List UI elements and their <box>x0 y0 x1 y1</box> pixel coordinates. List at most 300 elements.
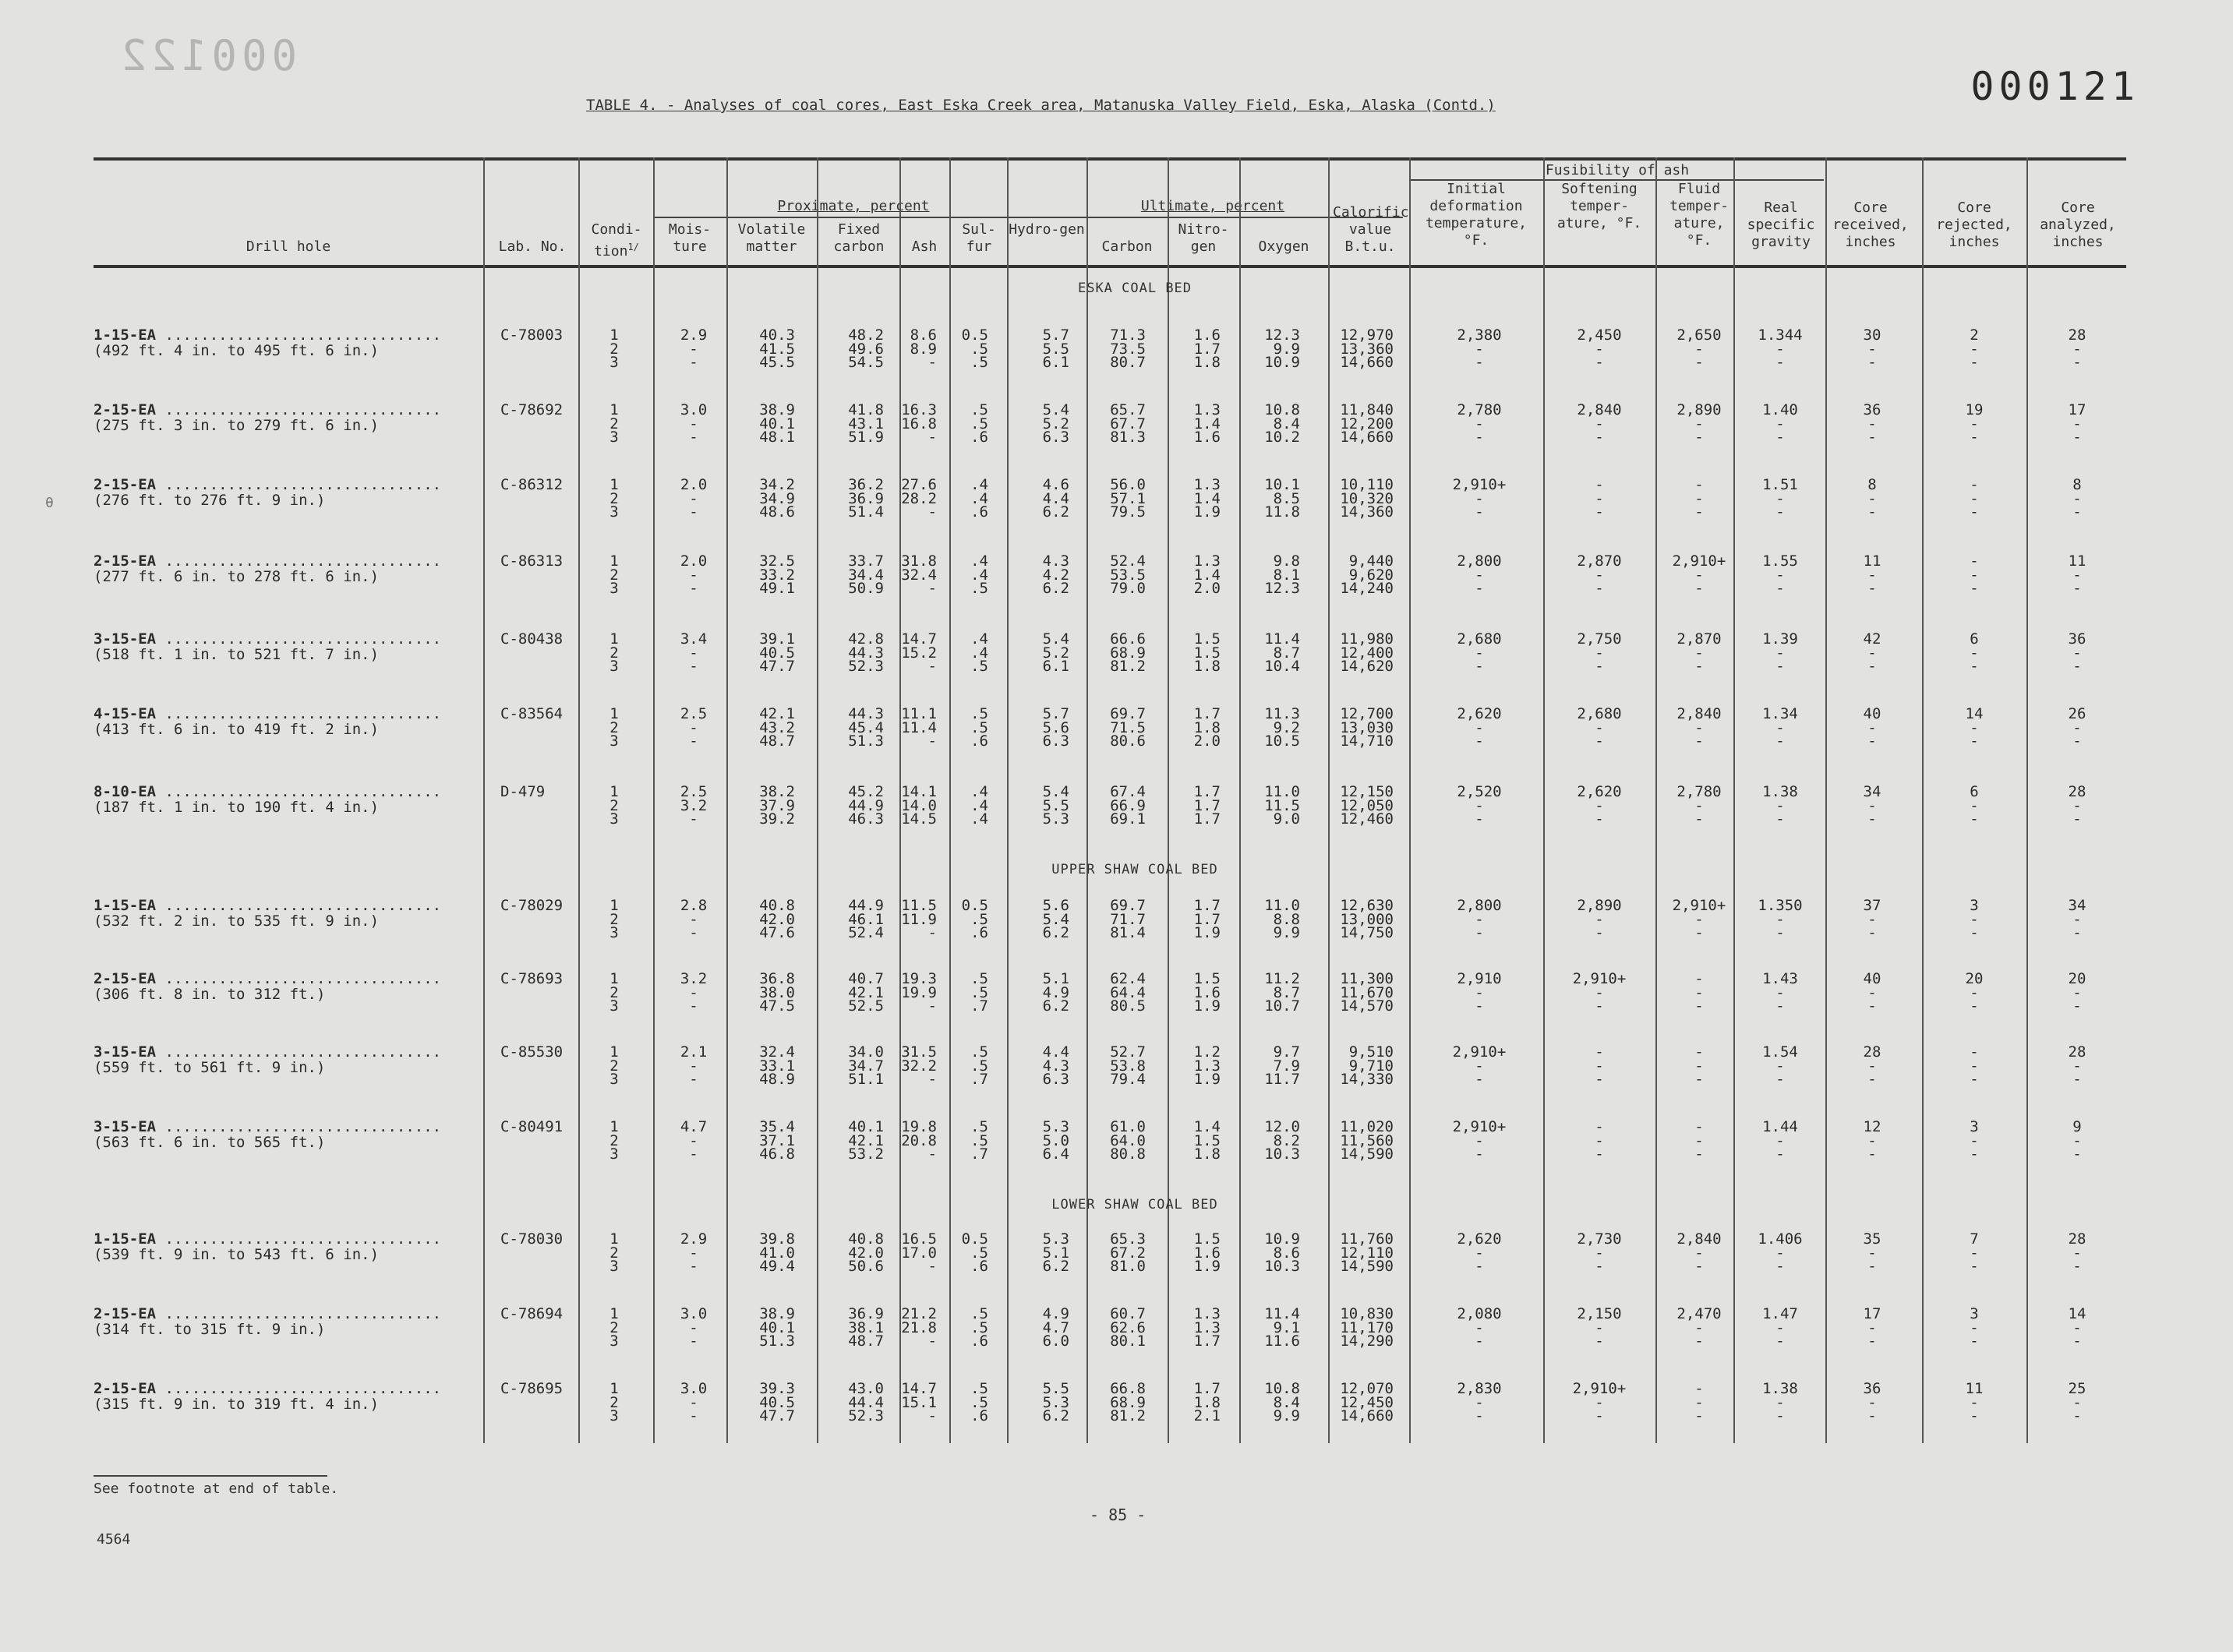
table-cell: - <box>2072 910 2082 928</box>
lab-number: C-78692 <box>500 401 564 418</box>
table-cell: 34.0 <box>848 1043 884 1061</box>
table-cell: 2 <box>609 910 619 928</box>
table-cell: - <box>2072 1057 2082 1075</box>
table-cell: - <box>689 810 698 828</box>
table-cell: - <box>1775 1071 1785 1088</box>
table-cell: - <box>1694 810 1704 828</box>
table-cell: 12,700 <box>1340 705 1394 722</box>
table-cell: 6.1 <box>1042 658 1069 675</box>
table-cell: 1.3 <box>1193 1305 1221 1322</box>
table-cell: - <box>1775 1393 1785 1411</box>
table-cell: - <box>1970 924 1979 941</box>
leader-dots: ............................... <box>156 552 442 570</box>
table-cell: 2.1 <box>1193 1407 1221 1424</box>
table-cell: 9.1 <box>1273 1318 1300 1336</box>
table-cell: 2 <box>609 1131 619 1149</box>
table-cell: - <box>1475 997 1484 1015</box>
table-cell: - <box>1694 997 1704 1015</box>
table-cell: 2,840 <box>1677 705 1722 722</box>
table-cell: - <box>1694 1118 1704 1135</box>
table-cell: 1.7 <box>1193 910 1221 928</box>
table-cell: - <box>1595 1244 1604 1262</box>
table-cell: 14,660 <box>1340 1407 1394 1424</box>
table-cell: 17 <box>2068 401 2086 418</box>
table-cell: 4.4 <box>1042 1043 1069 1061</box>
table-cell: 15.1 <box>901 1393 937 1411</box>
table-cell: 3 <box>609 429 619 446</box>
header-hydrogen: Hydro-gen <box>1009 221 1085 238</box>
table-cell: 17.0 <box>901 1244 937 1262</box>
table-cell: 4.3 <box>1042 1057 1069 1075</box>
table-cell: 28 <box>2068 1230 2086 1248</box>
table-cell: 2,830 <box>1457 1380 1502 1397</box>
table-cell: 60.7 <box>1110 1305 1146 1322</box>
table-cell: 5.2 <box>1042 644 1069 662</box>
table-cell: - <box>1970 580 1979 597</box>
table-cell: 1.3 <box>1193 401 1221 418</box>
table-cell: 1.8 <box>1193 718 1221 736</box>
drill-hole-id: 2-15-EA <box>94 476 157 493</box>
table-cell: - <box>1694 1131 1704 1149</box>
table-cell: 41.8 <box>848 401 884 418</box>
table-cell: - <box>1775 489 1785 507</box>
table-cell: 4.4 <box>1042 489 1069 507</box>
table-cell: 7.9 <box>1273 1057 1300 1075</box>
table-cell: 2,800 <box>1457 897 1502 914</box>
header-nitrogen: Nitro-gen <box>1178 221 1229 255</box>
table-cell: 54.5 <box>848 354 884 371</box>
header-oxygen: Oxygen <box>1258 238 1309 255</box>
lab-number: C-78003 <box>500 327 564 344</box>
table-cell: 3 <box>609 732 619 750</box>
table-cell: .4 <box>970 489 988 507</box>
table-cell: - <box>2072 1131 2082 1149</box>
table-cell: - <box>1595 983 1604 1001</box>
table-cell: - <box>1595 429 1604 446</box>
leader-dots: ............................... <box>156 897 442 914</box>
table-cell: 5.5 <box>1042 1380 1069 1397</box>
table-cell: 1.44 <box>1762 1118 1798 1135</box>
table-cell: 5.3 <box>1042 1393 1069 1411</box>
table-cell: .4 <box>970 476 988 493</box>
table-cell: - <box>1595 503 1604 521</box>
table-cell: 79.4 <box>1110 1071 1146 1088</box>
drill-hole-id: 1-15-EA <box>94 897 157 914</box>
table-cell: 11,300 <box>1340 970 1394 987</box>
table-cell: 44.4 <box>848 1393 884 1411</box>
table-cell: 5.4 <box>1042 630 1069 648</box>
table-cell: .5 <box>970 354 988 371</box>
table-cell: 6.2 <box>1042 997 1069 1015</box>
table-cell: - <box>927 732 937 750</box>
leader-dots: ............................... <box>156 1230 442 1248</box>
table-cell: 8.4 <box>1273 415 1300 432</box>
mirrored-page-number: 000122 <box>117 31 298 80</box>
drill-hole-depth: (277 ft. 6 in. to 278 ft. 6 in.) <box>94 567 380 585</box>
table-cell: 57.1 <box>1110 489 1146 507</box>
table-cell: 32.5 <box>759 552 795 570</box>
table-cell: - <box>1694 1057 1704 1075</box>
table-cell: 39.8 <box>759 1230 795 1248</box>
table-cell: 2,870 <box>1577 552 1622 570</box>
table-cell: - <box>689 1258 698 1275</box>
table-cell: 81.0 <box>1110 1258 1146 1275</box>
header-sulfur: Sul-fur <box>962 221 996 255</box>
table-cell: - <box>1970 658 1979 675</box>
table-cell: - <box>689 910 698 928</box>
lab-number: C-78029 <box>500 897 564 914</box>
table-cell: 3 <box>1970 1118 1979 1135</box>
table-cell: 9.9 <box>1273 924 1300 941</box>
table-cell: 20.8 <box>901 1131 937 1149</box>
table-cell: 51.4 <box>848 503 884 521</box>
table-cell: 14,660 <box>1340 354 1394 371</box>
table-cell: 14.7 <box>901 630 937 648</box>
table-cell: 46.3 <box>848 810 884 828</box>
table-cell: 6.2 <box>1042 1407 1069 1424</box>
table-cell: - <box>927 1145 937 1163</box>
table-top-rule <box>94 157 2126 161</box>
drill-hole-id: 2-15-EA <box>94 552 157 570</box>
table-cell: - <box>1694 924 1704 941</box>
table-cell: .5 <box>970 1118 988 1135</box>
table-cell: - <box>1970 1318 1979 1336</box>
table-cell: - <box>689 983 698 1001</box>
table-cell: 52.5 <box>848 997 884 1015</box>
table-cell: - <box>2072 489 2082 507</box>
table-cell: 53.8 <box>1110 1057 1146 1075</box>
drill-hole-depth: (315 ft. 9 in. to 319 ft. 4 in.) <box>94 1395 380 1413</box>
table-cell: - <box>1775 983 1785 1001</box>
table-cell: 2.0 <box>680 476 708 493</box>
table-cell: 9,710 <box>1348 1057 1394 1075</box>
table-cell: 1.9 <box>1193 1071 1221 1088</box>
table-cell: - <box>2072 658 2082 675</box>
table-cell: 40.5 <box>759 644 795 662</box>
lab-number: D-479 <box>500 783 546 800</box>
table-cell: - <box>1867 924 1877 941</box>
table-cell: .5 <box>970 1057 988 1075</box>
table-cell: 4.7 <box>1042 1318 1069 1336</box>
table-cell: - <box>1970 997 1979 1015</box>
table-cell: - <box>2072 429 2082 446</box>
table-cell: 40.5 <box>759 1393 795 1411</box>
table-cell: - <box>1595 476 1604 493</box>
table-cell: - <box>689 1057 698 1075</box>
table-cell: 11 <box>1863 552 1881 570</box>
table-cell: 14,590 <box>1340 1145 1394 1163</box>
table-cell: - <box>2072 1393 2082 1411</box>
table-cell: 48.6 <box>759 503 795 521</box>
table-cell: 1.7 <box>1193 705 1221 722</box>
table-cell: 10.8 <box>1264 401 1300 418</box>
table-cell: 52.4 <box>1110 552 1146 570</box>
table-cell: 45.5 <box>759 354 795 371</box>
table-cell: 1.5 <box>1193 644 1221 662</box>
table-cell: - <box>1475 1145 1484 1163</box>
table-cell: 40 <box>1863 705 1881 722</box>
table-cell: - <box>2072 1407 2082 1424</box>
table-cell: 5.7 <box>1042 327 1069 344</box>
table-cell: .5 <box>970 1131 988 1149</box>
table-cell: - <box>927 429 937 446</box>
table-cell: 34 <box>1863 783 1881 800</box>
table-cell: 3 <box>609 997 619 1015</box>
table-cell: 1.8 <box>1193 1393 1221 1411</box>
table-cell: 37.9 <box>759 796 795 814</box>
table-cell: 41.5 <box>759 340 795 358</box>
table-cell: 14,330 <box>1340 1071 1394 1088</box>
table-cell: - <box>1970 476 1979 493</box>
table-cell: 49.6 <box>848 340 884 358</box>
table-cell: - <box>1867 1407 1877 1424</box>
header-calorific: Calorific value B.t.u. <box>1333 204 1409 255</box>
table-cell: 3 <box>609 580 619 597</box>
table-cell: 2,910 <box>1457 970 1502 987</box>
drill-hole-depth: (559 ft. to 561 ft. 9 in.) <box>94 1058 326 1076</box>
header-initial-deformation: Initial deformation temperature, °F. <box>1425 181 1528 249</box>
table-cell: - <box>1475 566 1484 584</box>
table-cell: 69.1 <box>1110 810 1146 828</box>
table-cell: - <box>1775 924 1785 941</box>
header-proximate: Proximate, percent <box>777 198 930 214</box>
table-cell: - <box>1475 503 1484 521</box>
table-cell: .6 <box>970 1333 988 1350</box>
header-ash: Ash <box>911 238 938 255</box>
table-cell: 14,290 <box>1340 1333 1394 1350</box>
table-cell: 11 <box>1965 1380 1984 1397</box>
table-cell: - <box>1694 1145 1704 1163</box>
drill-hole-id: 8-10-EA <box>94 783 157 800</box>
table-cell: 28 <box>1863 1043 1881 1061</box>
table-cell: - <box>689 415 698 432</box>
table-cell: - <box>1970 1393 1979 1411</box>
drill-hole-id: 4-15-EA <box>94 705 157 722</box>
table-cell: 48.1 <box>759 429 795 446</box>
table-cell: - <box>927 997 937 1015</box>
table-cell: 3 <box>1970 1305 1979 1322</box>
table-cell: 26 <box>2068 705 2086 722</box>
table-cell: .5 <box>970 1244 988 1262</box>
table-cell: 34.2 <box>759 476 795 493</box>
table-cell: - <box>2072 1318 2082 1336</box>
table-cell: 2,750 <box>1577 630 1622 648</box>
table-cell: - <box>2072 718 2082 736</box>
table-cell: 69.7 <box>1110 705 1146 722</box>
table-cell: - <box>1595 997 1604 1015</box>
table-cell: .6 <box>970 732 988 750</box>
section-label: ESKA COAL BED <box>1077 281 1192 296</box>
table-cell: 14,240 <box>1340 580 1394 597</box>
table-cell: - <box>689 429 698 446</box>
table-cell: 1 <box>609 630 619 648</box>
header-core-received: Core received, inches <box>1832 199 1909 250</box>
table-cell: - <box>1970 1071 1979 1088</box>
table-cell: 2.9 <box>680 327 708 344</box>
table-cell: 1 <box>609 552 619 570</box>
table-cell: 1.2 <box>1193 1043 1221 1061</box>
table-cell: 42.1 <box>848 1131 884 1149</box>
table-cell: 51.3 <box>759 1333 795 1350</box>
table-cell: 1.5 <box>1193 1131 1221 1149</box>
table-cell: 10.3 <box>1264 1258 1300 1275</box>
leader-dots: ............................... <box>156 1380 442 1397</box>
table-cell: - <box>689 1244 698 1262</box>
table-cell: - <box>927 354 937 371</box>
table-cell: - <box>689 340 698 358</box>
table-cell: 31.5 <box>901 1043 937 1061</box>
table-cell: 6.2 <box>1042 924 1069 941</box>
table-cell: 1.4 <box>1193 489 1221 507</box>
table-cell: 10.2 <box>1264 429 1300 446</box>
table-cell: 10,320 <box>1340 489 1394 507</box>
table-cell: 36.9 <box>848 1305 884 1322</box>
header-drill-hole: Drill hole <box>246 238 331 255</box>
table-cell: 1.4 <box>1193 415 1221 432</box>
lab-number: C-78695 <box>500 1380 564 1397</box>
table-cell: 36.2 <box>848 476 884 493</box>
table-cell: 36 <box>2068 630 2086 648</box>
table-cell: .4 <box>970 644 988 662</box>
table-cell: 1.6 <box>1193 429 1221 446</box>
table-cell: 5.4 <box>1042 783 1069 800</box>
table-cell: 6.2 <box>1042 503 1069 521</box>
table-cell: - <box>2072 1258 2082 1275</box>
table-cell: 16.3 <box>901 401 937 418</box>
table-cell: 8.4 <box>1273 1393 1300 1411</box>
table-cell: - <box>2072 796 2082 814</box>
table-cell: 40.1 <box>759 415 795 432</box>
table-cell: - <box>1595 354 1604 371</box>
footer-code: 4564 <box>97 1531 131 1548</box>
table-cell: - <box>2072 1244 2082 1262</box>
table-cell: - <box>689 1407 698 1424</box>
table-cell: 11,170 <box>1340 1318 1394 1336</box>
table-cell: - <box>927 658 937 675</box>
table-cell: 2,910+ <box>1672 552 1726 570</box>
table-cell: - <box>1775 1145 1785 1163</box>
table-cell: 43.2 <box>759 718 795 736</box>
table-cell: 5.3 <box>1042 1230 1069 1248</box>
table-cell: - <box>1694 1380 1704 1397</box>
table-cell: 67.4 <box>1110 783 1146 800</box>
table-cell: - <box>2072 566 2082 584</box>
drill-hole-depth: (275 ft. 3 in. to 279 ft. 6 in.) <box>94 416 380 434</box>
table-cell: - <box>1694 429 1704 446</box>
table-cell: 2 <box>609 415 619 432</box>
column-rule <box>483 157 485 1443</box>
table-cell: 3 <box>609 1071 619 1088</box>
lab-number: C-78694 <box>500 1305 564 1322</box>
table-cell: 2 <box>609 489 619 507</box>
table-cell: 2.9 <box>680 1230 708 1248</box>
table-cell: 10,110 <box>1340 476 1394 493</box>
table-cell: 15.2 <box>901 644 937 662</box>
table-cell: 42.1 <box>759 705 795 722</box>
table-cell: - <box>1595 732 1604 750</box>
table-cell: 44.9 <box>848 897 884 914</box>
table-cell: 5.7 <box>1042 705 1069 722</box>
table-cell: - <box>689 566 698 584</box>
table-cell: 8.7 <box>1273 983 1300 1001</box>
table-cell: 1.7 <box>1193 1380 1221 1397</box>
table-cell: - <box>1595 1318 1604 1336</box>
table-cell: 68.9 <box>1110 644 1146 662</box>
table-cell: - <box>927 1071 937 1088</box>
table-cell: 5.0 <box>1042 1131 1069 1149</box>
table-cell: 61.0 <box>1110 1118 1146 1135</box>
table-cell: 2.5 <box>680 783 708 800</box>
table-cell: - <box>1475 1393 1484 1411</box>
table-cell: - <box>1970 340 1979 358</box>
table-cell: - <box>1867 489 1877 507</box>
table-cell: 2,520 <box>1457 783 1502 800</box>
footnote-rule <box>94 1475 327 1477</box>
section-label: LOWER SHAW COAL BED <box>1051 1197 1218 1213</box>
table-cell: 13,030 <box>1340 718 1394 736</box>
table-cell: 1.5 <box>1193 630 1221 648</box>
table-cell: 9.8 <box>1273 552 1300 570</box>
table-cell: 11.4 <box>901 718 937 736</box>
table-cell: 6.2 <box>1042 580 1069 597</box>
table-cell: - <box>2072 1071 2082 1088</box>
table-cell: 1.47 <box>1762 1305 1798 1322</box>
table-cell: - <box>2072 997 2082 1015</box>
table-cell: .4 <box>970 566 988 584</box>
table-cell: 12.3 <box>1264 580 1300 597</box>
table-cell: 5.3 <box>1042 1118 1069 1135</box>
table-cell: 1 <box>609 1305 619 1322</box>
table-cell: 10.4 <box>1264 658 1300 675</box>
table-cell: .5 <box>970 658 988 675</box>
table-cell: 2,780 <box>1457 401 1502 418</box>
table-cell: .5 <box>970 718 988 736</box>
drill-hole-id: 2-15-EA <box>94 1305 157 1322</box>
table-cell: 2.1 <box>680 1043 708 1061</box>
table-cell: 80.5 <box>1110 997 1146 1015</box>
table-cell: 11.3 <box>1264 705 1300 722</box>
table-cell: - <box>1595 1258 1604 1275</box>
table-cell: 5.5 <box>1042 796 1069 814</box>
table-cell: 3 <box>609 924 619 941</box>
table-cell: - <box>2072 340 2082 358</box>
drill-hole-depth: (413 ft. 6 in. to 419 ft. 2 in.) <box>94 720 380 738</box>
table-cell: 21.8 <box>901 1318 937 1336</box>
table-cell: - <box>1595 1333 1604 1350</box>
table-cell: 2,870 <box>1677 630 1722 648</box>
table-cell: 11.7 <box>1264 1071 1300 1088</box>
table-cell: 36 <box>1863 1380 1881 1397</box>
table-cell: - <box>1475 1258 1484 1275</box>
table-cell: - <box>927 924 937 941</box>
table-cell: 3 <box>609 1258 619 1275</box>
table-cell: 2,620 <box>1577 783 1622 800</box>
drill-hole-id: 3-15-EA <box>94 630 157 648</box>
table-cell: 43.0 <box>848 1380 884 1397</box>
leader-dots: ............................... <box>156 476 442 493</box>
table-cell: - <box>1595 415 1604 432</box>
table-cell: 35.4 <box>759 1118 795 1135</box>
table-cell: - <box>1475 718 1484 736</box>
table-cell: 10.3 <box>1264 1145 1300 1163</box>
table-cell: 12,050 <box>1340 796 1394 814</box>
table-cell: - <box>689 1131 698 1149</box>
table-cell: - <box>2072 1145 2082 1163</box>
table-cell: 1.38 <box>1762 783 1798 800</box>
table-cell: - <box>1475 1244 1484 1262</box>
table-cell: 4.6 <box>1042 476 1069 493</box>
drill-hole-depth: (518 ft. 1 in. to 521 ft. 7 in.) <box>94 645 380 663</box>
